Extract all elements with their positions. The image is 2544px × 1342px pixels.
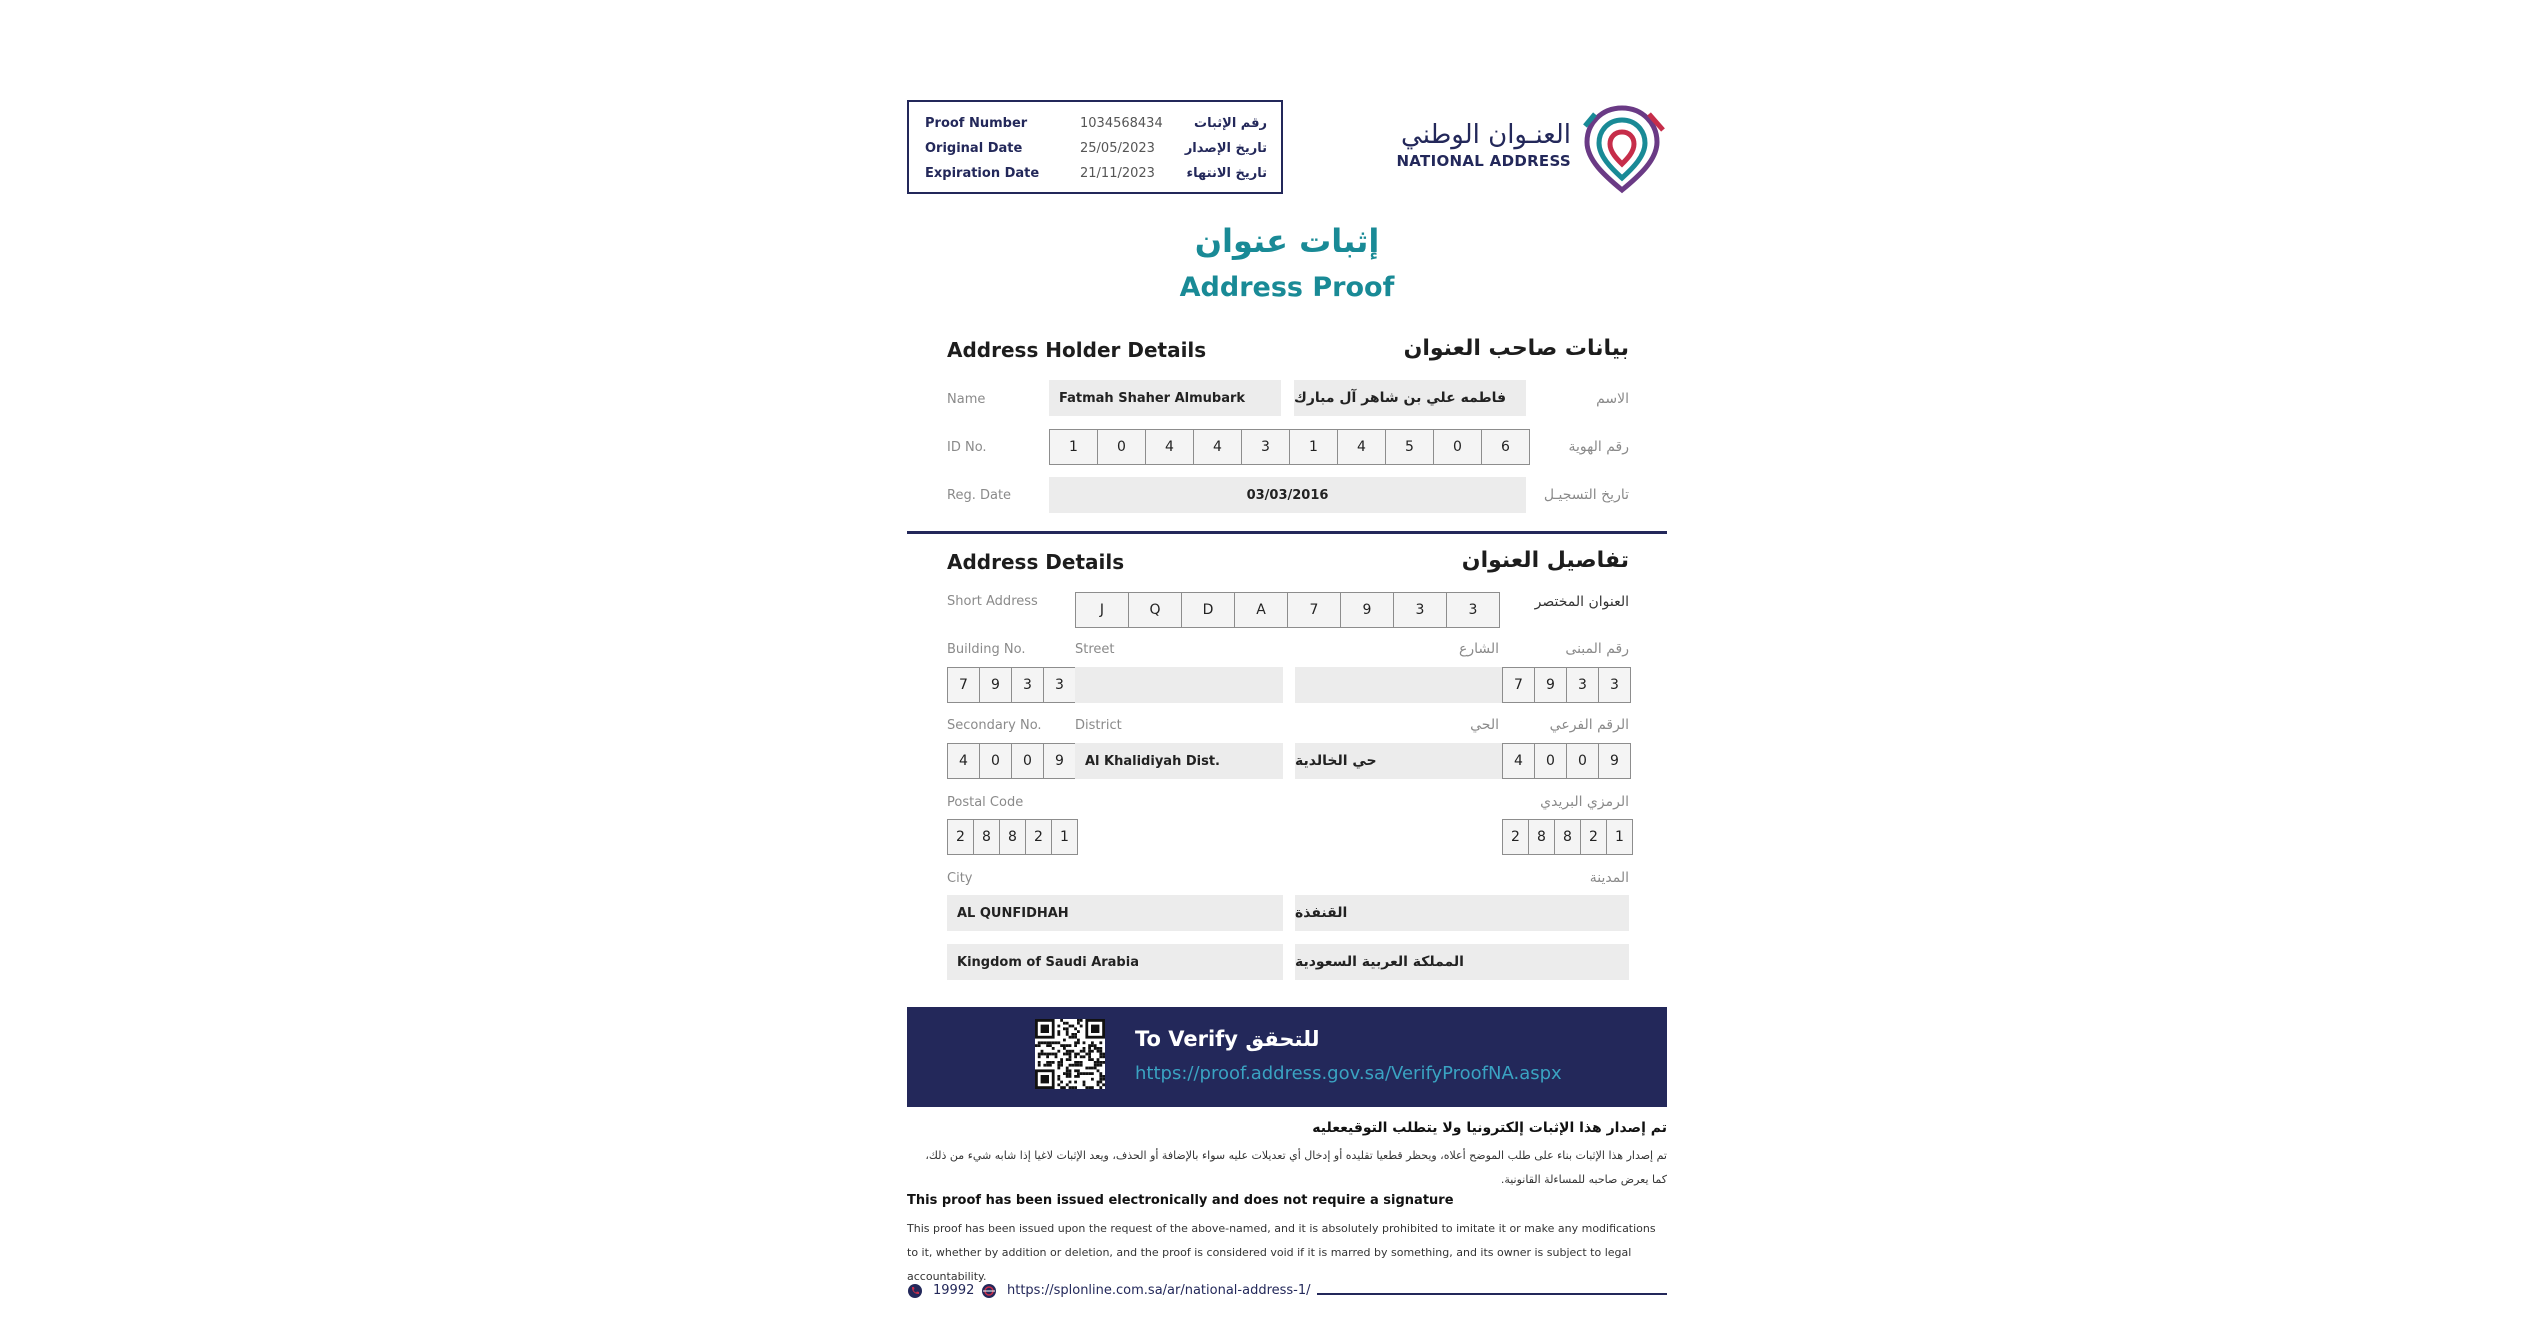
country-field-ar: المملكة العربية السعودية <box>1295 944 1629 980</box>
secondary-label-ar: الرقم الفرعي <box>1549 717 1629 733</box>
title-ar: إثبات عنوان <box>1194 222 1380 260</box>
short-address-cell: 9 <box>1340 592 1394 628</box>
secondary-digit-cell: 4 <box>1502 743 1535 779</box>
secondary-digit-cell: 0 <box>1011 743 1044 779</box>
building-digit-cell: 3 <box>1011 667 1044 703</box>
secondary-digit-cell: 0 <box>1566 743 1599 779</box>
postal-label-ar: الرمزي البريدي <box>1540 794 1629 810</box>
postal-digit-cell: 2 <box>1580 819 1607 855</box>
expiration-date-label: Expiration Date <box>925 166 1040 181</box>
footer-link[interactable]: https://splonline.com.sa/ar/national-address-1/ <box>1007 1283 1311 1298</box>
address-proof-document <box>907 100 1667 1312</box>
short-address-cell: A <box>1234 592 1288 628</box>
proof-number-label: Proof Number <box>925 116 1028 131</box>
id-digit-cell: 0 <box>1433 429 1482 465</box>
proof-number-label-ar: رقم الإثبات <box>1194 116 1267 131</box>
expiration-date-value: 21/11/2023 <box>1080 166 1155 181</box>
secondary-label: Secondary No. <box>947 718 1042 733</box>
building-cells-en <box>947 667 1076 703</box>
building-digit-cell: 9 <box>1534 667 1567 703</box>
building-label: Building No. <box>947 642 1026 657</box>
id-digit-cell: 1 <box>1049 429 1098 465</box>
short-address-cell: Q <box>1128 592 1182 628</box>
expiration-date-row <box>925 166 1267 188</box>
id-digit-cell: 3 <box>1241 429 1290 465</box>
id-digit-cell: 4 <box>1193 429 1242 465</box>
name-field-en: Fatmah Shaher Almubark <box>1049 380 1281 416</box>
short-address-label: Short Address <box>947 594 1038 609</box>
district-field-en: Al Khalidiyah Dist. <box>1075 743 1283 779</box>
street-label: Street <box>1075 642 1115 657</box>
short-address-cell: 3 <box>1446 592 1500 628</box>
id-label: ID No. <box>947 440 987 455</box>
address-heading-en: Address Details <box>947 550 1125 574</box>
city-field-en: AL QUNFIDHAH <box>947 895 1283 931</box>
postal-digit-cell: 2 <box>1025 819 1052 855</box>
national-address-logo-icon <box>1577 100 1667 194</box>
phone-icon <box>907 1283 923 1299</box>
street-field-en <box>1075 667 1283 703</box>
district-label-ar: الحي <box>1470 717 1499 733</box>
disclaimer-body-ar: تم إصدار هذا الإثبات بناء على طلب الموضح أعلاه، ويحظر قطعيا تقليده أو إدخال أي تعديلات عليه سواء بالإضافة أو الحذف، ويعد الإثبات لاغيا إذا شابه شيء من ذلك، كما يعرض صاحبه للمساءلة القانونية. <box>925 1149 1667 1186</box>
original-date-label-ar: تاريخ الإصدار <box>1184 141 1267 156</box>
address-heading-ar: تفاصيل العنوان <box>1461 548 1629 573</box>
proof-number-row <box>925 116 1267 138</box>
building-digit-cell: 7 <box>947 667 980 703</box>
holder-heading-ar: بيانات صاحب العنوان <box>1403 336 1629 361</box>
id-digit-cell: 0 <box>1097 429 1146 465</box>
original-date-value: 25/05/2023 <box>1080 141 1155 156</box>
city-label-ar: المدينة <box>1589 870 1629 886</box>
footer <box>907 1280 1667 1304</box>
globe-icon <box>981 1283 997 1299</box>
proof-number-value: 1034568434 <box>1080 116 1163 131</box>
title-en: Address Proof <box>1179 272 1395 303</box>
id-digit-cell: 5 <box>1385 429 1434 465</box>
id-digit-cell: 4 <box>1337 429 1386 465</box>
reg-date-field: 03/03/2016 <box>1049 477 1526 513</box>
postal-cells-en <box>947 819 1078 855</box>
district-label: District <box>1075 718 1122 733</box>
postal-digit-cell: 8 <box>973 819 1000 855</box>
disclaimer-title-en: This proof has been issued electronically and does not require a signature <box>907 1193 1454 1208</box>
building-digit-cell: 3 <box>1598 667 1631 703</box>
secondary-digit-cell: 4 <box>947 743 980 779</box>
building-digit-cell: 9 <box>979 667 1012 703</box>
building-cells-ar <box>1502 667 1631 703</box>
verify-banner <box>907 1007 1667 1107</box>
name-field-ar: فاطمه علي بن شاهر آل مبارك <box>1294 380 1526 416</box>
original-date-label: Original Date <box>925 141 1023 156</box>
logo-text-ar: العنـوان الوطني <box>1401 120 1571 150</box>
verify-title: To Verify للتحقق <box>1135 1027 1320 1051</box>
id-number-cells <box>1049 429 1530 465</box>
holder-heading-en: Address Holder Details <box>947 338 1207 362</box>
footer-phone[interactable]: 19992 <box>933 1283 975 1298</box>
footer-line <box>1317 1293 1667 1295</box>
expiration-date-label-ar: تاريخ الانتهاء <box>1186 166 1267 181</box>
building-digit-cell: 3 <box>1043 667 1076 703</box>
short-address-cell: D <box>1181 592 1235 628</box>
logo-text-en: NATIONAL ADDRESS <box>1396 152 1571 170</box>
section-divider <box>907 531 1667 534</box>
postal-digit-cell: 8 <box>999 819 1026 855</box>
short-address-cell: 3 <box>1393 592 1447 628</box>
id-digit-cell: 6 <box>1481 429 1530 465</box>
secondary-digit-cell: 0 <box>1534 743 1567 779</box>
proof-info-box <box>907 100 1283 194</box>
building-label-ar: رقم المبنى <box>1565 641 1629 657</box>
city-label: City <box>947 871 973 886</box>
street-label-ar: الشارع <box>1458 641 1499 657</box>
id-digit-cell: 4 <box>1145 429 1194 465</box>
postal-digit-cell: 8 <box>1554 819 1581 855</box>
id-label-ar: رقم الهوية <box>1568 439 1629 455</box>
postal-digit-cell: 1 <box>1606 819 1633 855</box>
short-address-cell: J <box>1075 592 1129 628</box>
secondary-cells-en <box>947 743 1076 779</box>
postal-label: Postal Code <box>947 795 1024 810</box>
postal-cells-ar <box>1502 819 1633 855</box>
reg-date-label-ar: تاريخ التسجيـل <box>1543 487 1629 503</box>
disclaimer-body-en: This proof has been issued upon the request of the above-named, and it is absolutely prohibited to imitate it or make any modifications to it, whether by addition or deletion, and the proof is considered void if it is marred by something, and its owner is subject to legal accountability. <box>907 1222 1656 1283</box>
secondary-digit-cell: 9 <box>1598 743 1631 779</box>
short-address-cell: 7 <box>1287 592 1341 628</box>
disclaimer-title-ar: تم إصدار هذا الإثبات إلكترونيا ولا يتطلب التوقيععليه <box>1312 1120 1667 1136</box>
street-field-ar <box>1295 667 1502 703</box>
reg-date-label: Reg. Date <box>947 488 1012 503</box>
postal-digit-cell: 2 <box>947 819 974 855</box>
building-digit-cell: 3 <box>1566 667 1599 703</box>
postal-digit-cell: 8 <box>1528 819 1555 855</box>
id-digit-cell: 1 <box>1289 429 1338 465</box>
postal-digit-cell: 1 <box>1051 819 1078 855</box>
secondary-digit-cell: 0 <box>979 743 1012 779</box>
qr-code-icon[interactable] <box>1035 1019 1105 1089</box>
secondary-cells-ar <box>1502 743 1631 779</box>
short-address-label-ar: العنوان المختصر <box>1534 594 1629 610</box>
short-address-cells <box>1075 592 1500 628</box>
country-field-en: Kingdom of Saudi Arabia <box>947 944 1283 980</box>
postal-digit-cell: 2 <box>1502 819 1529 855</box>
name-label-ar: الاسم <box>1596 391 1629 407</box>
secondary-digit-cell: 9 <box>1043 743 1076 779</box>
building-digit-cell: 7 <box>1502 667 1535 703</box>
city-field-ar: القنفذة <box>1295 895 1629 931</box>
district-field-ar: حي الخالدية <box>1295 743 1502 779</box>
name-label: Name <box>947 392 986 407</box>
original-date-row <box>925 141 1267 163</box>
verify-link[interactable]: https://proof.address.gov.sa/VerifyProofNA.aspx <box>1135 1063 1562 1084</box>
